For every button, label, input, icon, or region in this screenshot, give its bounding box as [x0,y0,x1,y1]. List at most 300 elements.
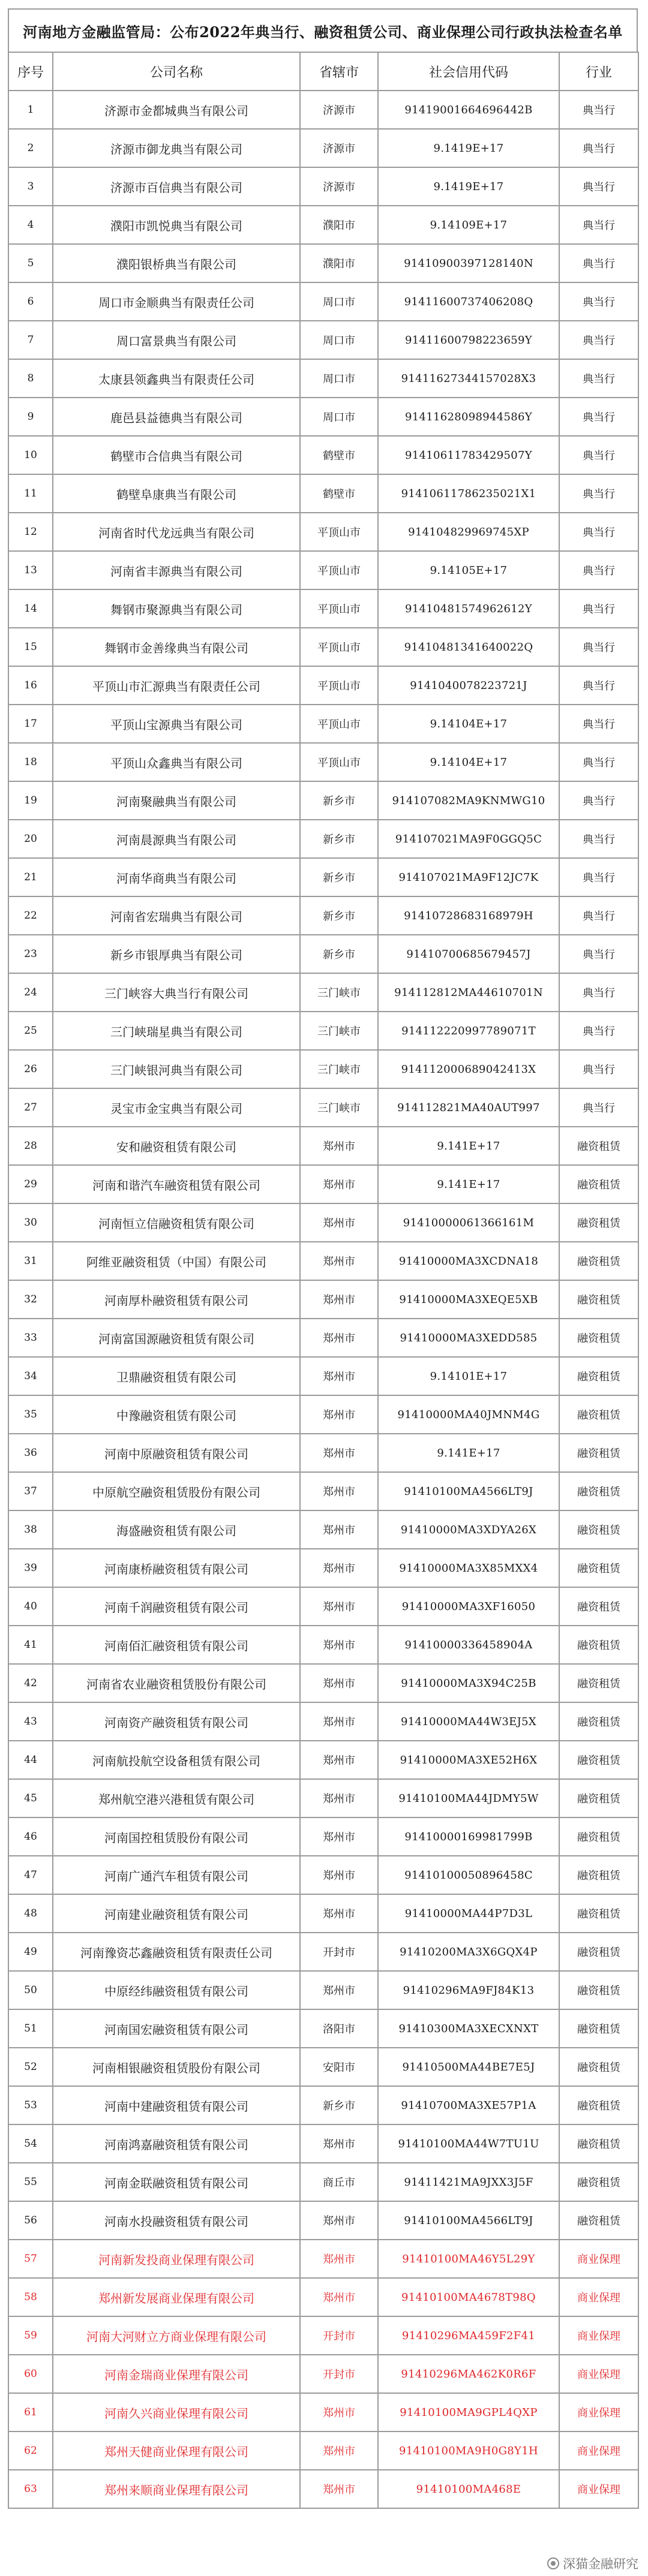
cell-credit-code: 91410000MA3XEQE5XB [378,1280,559,1319]
cell-company-name: 河南华商典当有限公司 [53,858,300,896]
cell-industry: 融资租赁 [559,1434,638,1472]
cell-city: 三门峡市 [300,973,378,1012]
table-row [8,1587,638,1626]
header-industry: 行业 [559,52,638,91]
cell-industry: 商业保理 [559,2316,638,2355]
table-row [8,2278,638,2316]
cell-city: 郑州市 [300,2240,378,2278]
cell-industry: 商业保理 [559,2240,638,2278]
cell-seq: 41 [8,1626,53,1664]
cell-company-name: 郑州新发展商业保理有限公司 [53,2278,300,2316]
cell-city: 郑州市 [300,1203,378,1242]
cell-seq: 11 [8,474,53,513]
table-row [8,896,638,935]
cell-company-name: 济源市金都城典当有限公司 [53,91,300,129]
table-header-row [8,52,638,91]
cell-company-name: 郑州天健商业保理有限公司 [53,2431,300,2470]
cell-seq: 9 [8,398,53,436]
cell-city: 平顶山市 [300,628,378,666]
cell-company-name: 河南金联融资租赁有限公司 [53,2163,300,2201]
cell-industry: 融资租赁 [559,1664,638,1702]
cell-industry: 典当行 [559,1050,638,1088]
cell-credit-code: 9.141E+17 [378,1165,559,1203]
cell-credit-code: 91410000169981799B [378,1817,559,1856]
table-row [8,858,638,896]
table-row [8,1012,638,1050]
cell-company-name: 舞钢市金善缘典当有限公司 [53,628,300,666]
table-row [8,2201,638,2240]
cell-seq: 45 [8,1779,53,1817]
cell-seq: 5 [8,244,53,282]
cell-credit-code: 9.14109E+17 [378,206,559,244]
cell-credit-code: 91410100MA468E [378,2470,559,2508]
cell-industry: 融资租赁 [559,2201,638,2240]
table-row [8,628,638,666]
cell-industry: 融资租赁 [559,1894,638,1933]
cell-seq: 34 [8,1357,53,1395]
cell-industry: 典当行 [559,935,638,973]
table-body [8,91,638,2508]
cell-company-name: 濮阳市凯悦典当有限公司 [53,206,300,244]
cell-company-name: 河南康桥融资租赁有限公司 [53,1549,300,1587]
cell-credit-code: 91410300MA3XECXNXT [378,2009,559,2048]
cell-industry: 典当行 [559,858,638,896]
table-row [8,1856,638,1894]
cell-credit-code: 91411600798223659Y [378,321,559,359]
cell-industry: 商业保理 [559,2355,638,2393]
cell-credit-code: 91410100MA44JDMY5W [378,1779,559,1817]
cell-industry: 融资租赁 [559,1242,638,1280]
cell-city: 郑州市 [300,1472,378,1510]
cell-company-name: 周口市金顺典当有限责任公司 [53,282,300,321]
cell-credit-code: 91410296MA462K0R6F [378,2355,559,2393]
cell-seq: 51 [8,2009,53,2048]
table-row [8,2163,638,2201]
cell-industry: 典当行 [559,91,638,129]
cell-credit-code: 91410500MA44BE7E5J [378,2048,559,2086]
cell-industry: 典当行 [559,589,638,628]
cell-city: 平顶山市 [300,551,378,589]
cell-industry: 融资租赁 [559,1741,638,1779]
cell-company-name: 三门峡瑞星典当有限公司 [53,1012,300,1050]
cell-city: 周口市 [300,398,378,436]
cell-company-name: 河南恒立信融资租赁有限公司 [53,1203,300,1242]
table-row [8,1203,638,1242]
cell-industry: 典当行 [559,743,638,781]
cell-credit-code: 914112000689042413X [378,1050,559,1088]
cell-company-name: 鹤壁阜康典当有限公司 [53,474,300,513]
table-row [8,2393,638,2431]
cell-seq: 38 [8,1510,53,1549]
cell-company-name: 中豫融资租赁有限公司 [53,1395,300,1434]
cell-seq: 22 [8,896,53,935]
cell-seq: 12 [8,513,53,551]
cell-city: 郑州市 [300,1779,378,1817]
cell-industry: 典当行 [559,359,638,398]
cell-seq: 58 [8,2278,53,2316]
cell-city: 周口市 [300,359,378,398]
table-row [8,743,638,781]
cell-seq: 49 [8,1933,53,1971]
cell-company-name: 三门峡容大典当行有限公司 [53,973,300,1012]
cell-industry: 融资租赁 [559,1165,638,1203]
cell-seq: 15 [8,628,53,666]
cell-industry: 典当行 [559,513,638,551]
cell-city: 郑州市 [300,1817,378,1856]
cell-seq: 37 [8,1472,53,1510]
cell-company-name: 卫鼎融资租赁有限公司 [53,1357,300,1395]
table-row [8,1971,638,2009]
cell-seq: 32 [8,1280,53,1319]
table-row [8,2124,638,2163]
cell-seq: 56 [8,2201,53,2240]
cell-city: 郑州市 [300,1856,378,1894]
cell-city: 郑州市 [300,1702,378,1741]
cell-credit-code: 9.14104E+17 [378,705,559,743]
cell-industry: 典当行 [559,551,638,589]
cell-credit-code: 91410000MA44P7D3L [378,1894,559,1933]
cell-credit-code: 914112821MA40AUT997 [378,1088,559,1127]
cell-company-name: 河南国控租赁股份有限公司 [53,1817,300,1856]
cell-credit-code: 91411627344157028X3 [378,359,559,398]
cell-industry: 融资租赁 [559,1779,638,1817]
cell-city: 郑州市 [300,1664,378,1702]
table-row [8,1395,638,1434]
cell-seq: 33 [8,1319,53,1357]
header-city: 省辖市 [300,52,378,91]
cell-company-name: 阿维亚融资租赁（中国）有限公司 [53,1242,300,1280]
table-row [8,1242,638,1280]
cell-company-name: 中原经纬融资租赁有限公司 [53,1971,300,2009]
cell-credit-code: 914112220997789071T [378,1012,559,1050]
cell-seq: 21 [8,858,53,896]
cell-city: 新乡市 [300,896,378,935]
cell-seq: 61 [8,2393,53,2431]
table-row [8,1933,638,1971]
cell-company-name: 鹿邑县益德典当有限公司 [53,398,300,436]
cell-credit-code: 91410900397128140N [378,244,559,282]
cell-credit-code: 91410000MA3XE52H6X [378,1741,559,1779]
table-row [8,2086,638,2124]
cell-seq: 20 [8,820,53,858]
cell-credit-code: 91410700MA3XE57P1A [378,2086,559,2124]
table-row [8,705,638,743]
cell-city: 三门峡市 [300,1050,378,1088]
cell-credit-code: 9.14105E+17 [378,551,559,589]
cell-city: 郑州市 [300,1357,378,1395]
cell-industry: 商业保理 [559,2431,638,2470]
cell-city: 郑州市 [300,1741,378,1779]
cell-city: 平顶山市 [300,513,378,551]
cell-industry: 融资租赁 [559,2048,638,2086]
table-row [8,666,638,705]
cell-industry: 融资租赁 [559,1280,638,1319]
cell-credit-code: 91419001664696442B [378,91,559,129]
cell-credit-code: 91410296MA459F2F41 [378,2316,559,2355]
page-title: 河南地方金融监管局：公布2022年典当行、融资租赁公司、商业保理公司行政执法检查名单 [8,8,638,52]
table-row [8,1549,638,1587]
cell-seq: 3 [8,167,53,206]
cell-credit-code: 91410000MA3X85MXX4 [378,1549,559,1587]
cell-company-name: 河南厚朴融资租赁有限公司 [53,1280,300,1319]
cell-seq: 40 [8,1587,53,1626]
cell-credit-code: 91411628098944586Y [378,398,559,436]
cell-seq: 4 [8,206,53,244]
cell-seq: 47 [8,1856,53,1894]
cell-city: 郑州市 [300,1971,378,2009]
cell-company-name: 河南佰汇融资租赁有限公司 [53,1626,300,1664]
cell-industry: 融资租赁 [559,1856,638,1894]
cell-credit-code: 91410481574962612Y [378,589,559,628]
cell-city: 郑州市 [300,1894,378,1933]
table-row [8,551,638,589]
cell-industry: 典当行 [559,282,638,321]
cell-seq: 31 [8,1242,53,1280]
cell-city: 济源市 [300,91,378,129]
cell-seq: 26 [8,1050,53,1088]
cell-industry: 融资租赁 [559,1357,638,1395]
cell-seq: 36 [8,1434,53,1472]
table-row [8,244,638,282]
cell-city: 开封市 [300,2355,378,2393]
cell-credit-code: 9141040078223721J [378,666,559,705]
cell-company-name: 河南水投融资租赁有限公司 [53,2201,300,2240]
cell-seq: 28 [8,1127,53,1165]
cell-credit-code: 91410000MA3XCDNA18 [378,1242,559,1280]
cell-city: 郑州市 [300,2201,378,2240]
table-row [8,2470,638,2508]
table-row [8,1664,638,1702]
cell-seq: 63 [8,2470,53,2508]
cell-company-name: 河南大河财立方商业保理有限公司 [53,2316,300,2355]
cell-seq: 17 [8,705,53,743]
cell-city: 郑州市 [300,2431,378,2470]
cell-seq: 16 [8,666,53,705]
cell-company-name: 安和融资租赁有限公司 [53,1127,300,1165]
cell-seq: 29 [8,1165,53,1203]
table-row [8,1817,638,1856]
cell-company-name: 河南相银融资租赁股份有限公司 [53,2048,300,2086]
cell-company-name: 河南资产融资租赁有限公司 [53,1702,300,1741]
cell-industry: 商业保理 [559,2393,638,2431]
cell-city: 安阳市 [300,2048,378,2086]
cell-company-name: 河南国宏融资租赁有限公司 [53,2009,300,2048]
cell-city: 平顶山市 [300,666,378,705]
cell-city: 平顶山市 [300,743,378,781]
cell-industry: 典当行 [559,1012,638,1050]
table-row [8,2431,638,2470]
cell-industry: 融资租赁 [559,1472,638,1510]
cell-company-name: 河南豫资芯鑫融资租赁有限责任公司 [53,1933,300,1971]
cell-industry: 典当行 [559,129,638,167]
cell-seq: 54 [8,2124,53,2163]
cell-credit-code: 91410100MA4566LT9J [378,2201,559,2240]
cell-company-name: 河南和谐汽车融资租赁有限公司 [53,1165,300,1203]
cell-seq: 2 [8,129,53,167]
cell-city: 郑州市 [300,2124,378,2163]
cell-city: 郑州市 [300,1434,378,1472]
table-row [8,129,638,167]
table-row [8,589,638,628]
cell-city: 郑州市 [300,1165,378,1203]
cell-credit-code: 91410000MA3XEDD585 [378,1319,559,1357]
cell-credit-code: 914107021MA9F0GGQ5C [378,820,559,858]
cell-seq: 39 [8,1549,53,1587]
cell-company-name: 濮阳银桥典当有限公司 [53,244,300,282]
cell-city: 新乡市 [300,781,378,820]
cell-industry: 融资租赁 [559,1203,638,1242]
cell-industry: 典当行 [559,896,638,935]
cell-industry: 融资租赁 [559,1319,638,1357]
table-row [8,1741,638,1779]
cell-seq: 59 [8,2316,53,2355]
cell-seq: 27 [8,1088,53,1127]
cell-seq: 18 [8,743,53,781]
table-row [8,1510,638,1549]
cell-industry: 融资租赁 [559,1933,638,1971]
cell-company-name: 平顶山市汇源典当有限责任公司 [53,666,300,705]
cell-city: 鹤壁市 [300,436,378,474]
cell-company-name: 平顶山众鑫典当有限公司 [53,743,300,781]
cell-city: 郑州市 [300,1280,378,1319]
cell-industry: 融资租赁 [559,1549,638,1587]
cell-credit-code: 91410000MA44W3EJ5X [378,1702,559,1741]
table-row [8,1779,638,1817]
cell-city: 郑州市 [300,1549,378,1587]
cell-industry: 融资租赁 [559,1127,638,1165]
cell-industry: 商业保理 [559,2278,638,2316]
cell-industry: 典当行 [559,398,638,436]
cell-industry: 融资租赁 [559,2009,638,2048]
table-row [8,2355,638,2393]
cell-company-name: 郑州来顺商业保理有限公司 [53,2470,300,2508]
cell-city: 濮阳市 [300,206,378,244]
cell-city: 三门峡市 [300,1012,378,1050]
table-row [8,1050,638,1088]
cell-credit-code: 91410000MA3XF16050 [378,1587,559,1626]
cell-credit-code: 91410100MA46Y5L29Y [378,2240,559,2278]
cell-seq: 30 [8,1203,53,1242]
cell-city: 新乡市 [300,858,378,896]
cell-company-name: 周口富景典当有限公司 [53,321,300,359]
table-row [8,2048,638,2086]
cell-city: 平顶山市 [300,589,378,628]
cell-industry: 融资租赁 [559,2163,638,2201]
cell-company-name: 海盛融资租赁有限公司 [53,1510,300,1549]
cell-city: 郑州市 [300,2393,378,2431]
cell-company-name: 河南广通汽车租赁有限公司 [53,1856,300,1894]
cell-seq: 44 [8,1741,53,1779]
cell-credit-code: 91410000336458904A [378,1626,559,1664]
cell-credit-code: 91410100MA4678T98Q [378,2278,559,2316]
cell-company-name: 太康县领鑫典当有限责任公司 [53,359,300,398]
table-row [8,1472,638,1510]
cell-company-name: 鹤壁市合信典当有限公司 [53,436,300,474]
cell-company-name: 河南中建融资租赁有限公司 [53,2086,300,2124]
cell-industry: 典当行 [559,705,638,743]
cell-city: 济源市 [300,167,378,206]
cell-company-name: 济源市御龙典当有限公司 [53,129,300,167]
cell-industry: 融资租赁 [559,1971,638,2009]
cell-company-name: 灵宝市金宝典当有限公司 [53,1088,300,1127]
cell-industry: 典当行 [559,321,638,359]
cell-city: 新乡市 [300,935,378,973]
cell-industry: 典当行 [559,781,638,820]
cell-credit-code: 914104829969745XP [378,513,559,551]
cell-company-name: 河南中原融资租赁有限公司 [53,1434,300,1472]
table-row [8,1088,638,1127]
cell-credit-code: 9.1419E+17 [378,167,559,206]
cell-credit-code: 91410728683168979H [378,896,559,935]
cell-city: 开封市 [300,2316,378,2355]
cell-company-name: 河南鸿嘉融资租赁有限公司 [53,2124,300,2163]
cell-seq: 10 [8,436,53,474]
header-company: 公司名称 [53,52,300,91]
cell-seq: 7 [8,321,53,359]
cell-seq: 46 [8,1817,53,1856]
table-row [8,1434,638,1472]
cell-company-name: 河南建业融资租赁有限公司 [53,1894,300,1933]
cell-city: 商丘市 [300,2163,378,2201]
cell-company-name: 平顶山宝源典当有限公司 [53,705,300,743]
cell-company-name: 新乡市银厚典当有限公司 [53,935,300,973]
cell-city: 郑州市 [300,1395,378,1434]
cell-credit-code: 91410296MA9FJ84K13 [378,1971,559,2009]
cell-seq: 42 [8,1664,53,1702]
cell-seq: 8 [8,359,53,398]
cell-credit-code: 914112812MA44610701N [378,973,559,1012]
cell-industry: 典当行 [559,1088,638,1127]
table-row [8,513,638,551]
table-row [8,1702,638,1741]
table-row [8,91,638,129]
cell-company-name: 河南聚融典当有限公司 [53,781,300,820]
watermark [542,2554,643,2572]
cell-city: 开封市 [300,1933,378,1971]
table-row [8,398,638,436]
wechat-logo-icon [547,2557,559,2569]
cell-credit-code: 91410000061366161M [378,1203,559,1242]
table-row [8,167,638,206]
cell-seq: 57 [8,2240,53,2278]
cell-credit-code: 91410000MA40JMNM4G [378,1395,559,1434]
cell-credit-code: 91410481341640022Q [378,628,559,666]
table-row [8,321,638,359]
table-row [8,1894,638,1933]
cell-credit-code: 91410000MA3X94C25B [378,1664,559,1702]
cell-credit-code: 91410700685679457J [378,935,559,973]
cell-seq: 52 [8,2048,53,2086]
cell-company-name: 河南金瑞商业保理有限公司 [53,2355,300,2393]
cell-industry: 典当行 [559,206,638,244]
cell-industry: 融资租赁 [559,1587,638,1626]
cell-company-name: 河南千润融资租赁有限公司 [53,1587,300,1626]
cell-city: 平顶山市 [300,705,378,743]
cell-industry: 典当行 [559,474,638,513]
header-credit-code: 社会信用代码 [378,52,559,91]
cell-company-name: 河南省丰源典当有限公司 [53,551,300,589]
cell-credit-code: 9.14101E+17 [378,1357,559,1395]
cell-city: 三门峡市 [300,1088,378,1127]
inspection-list-sheet [8,8,638,2569]
cell-city: 郑州市 [300,2278,378,2316]
table-row [8,973,638,1012]
cell-company-name: 河南久兴商业保理有限公司 [53,2393,300,2431]
cell-city: 郑州市 [300,1127,378,1165]
cell-company-name: 河南晨源典当有限公司 [53,820,300,858]
cell-industry: 融资租赁 [559,1510,638,1549]
table-row [8,282,638,321]
